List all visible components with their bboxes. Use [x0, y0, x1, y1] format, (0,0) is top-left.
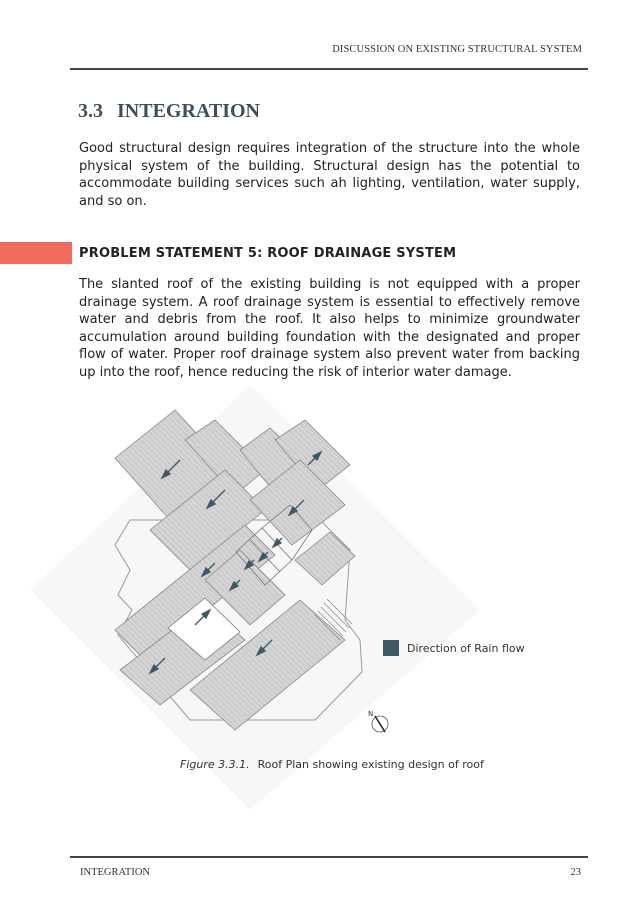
- figure-caption: [180, 758, 484, 771]
- north-label: N: [368, 710, 374, 718]
- header-rule: [70, 68, 588, 70]
- section-title-text: INTEGRATION: [117, 100, 260, 122]
- accent-bar: [0, 242, 72, 264]
- footer-title: INTEGRATION: [80, 867, 150, 878]
- roof-plan-drawing: [0, 380, 638, 810]
- legend-label: Direction of Rain flow: [407, 641, 525, 655]
- legend: [383, 640, 525, 656]
- intro-paragraph: Good structural design requires integration of the structure into the whole physical system of the building. Structural design has the potential to accommodate building services such ah lighting, ventilation, water supply, and so on.: [79, 141, 580, 209]
- problem-heading: PROBLEM STATEMENT 5: ROOF DRAINAGE SYSTEM: [79, 246, 457, 261]
- running-header: DISCUSSION ON EXISTING STRUCTURAL SYSTEM: [332, 44, 582, 55]
- figure-number: Figure 3.3.1.: [180, 758, 250, 771]
- legend-swatch: [383, 640, 399, 656]
- north-arrow-icon: [368, 710, 388, 732]
- problem-paragraph: The slanted roof of the existing building is not equipped with a proper drainage system. A roof drainage system is essential to effectively remove water and debris from the roof. It also helps to minimize groundwater accumulation around building foundation with the designated and proper flow of water. Proper roof drainage system also prevent water from backing up into the roof, hence reducing the risk of interior water damage.: [79, 277, 580, 380]
- section-number: 3.3: [78, 100, 103, 122]
- section-title: [78, 100, 260, 123]
- footer-rule: [70, 856, 588, 858]
- figure-caption-text: Roof Plan showing existing design of roof: [257, 758, 484, 771]
- page-number: 23: [570, 867, 581, 878]
